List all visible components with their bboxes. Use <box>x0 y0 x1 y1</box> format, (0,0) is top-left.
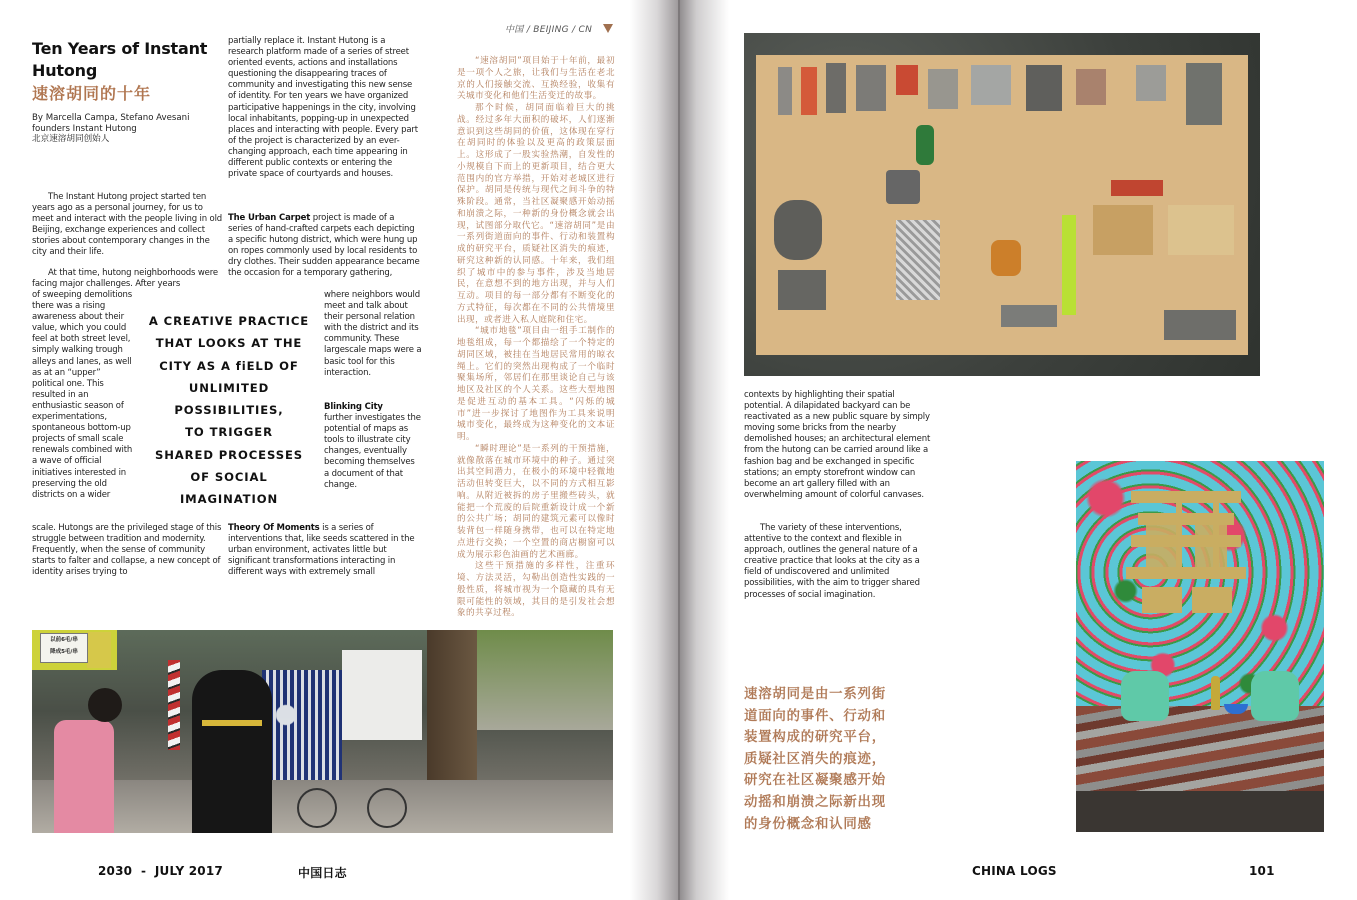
pull-quote <box>143 310 315 511</box>
soil <box>1076 791 1324 832</box>
paragraph-urban-carpet <box>228 213 420 280</box>
urban-carpet-text: project is made of a series of hand-crafted carpets each depicting a specific hutong district, which were hung up on ropes commonly used by local residents to dry clothes. Their sudden appearance became the occasion for a temporary gathering, <box>228 213 420 279</box>
stone-block <box>928 69 958 109</box>
pull-quote-line: CITY AS A fiELD OF <box>159 358 299 373</box>
orange-tile <box>991 240 1021 276</box>
pull-quote-line: UNLIMITED <box>188 380 270 395</box>
shop-sign-line: 降成5毛/串 <box>50 649 78 655</box>
cn-paragraph: “城市地毯”项目由一组手工制作的地毯组成，每一个都描绘了一个特定的胡同区域，被挂在当地居民常用的晾衣绳上。它们的突然出现构成了一个临时聚集场所，邻居们在那里谈论自己与该地区及社区的个人关系。这些大型地图是促进互动的基本工具。“闪烁的城市”进一步探讨了地图作为工具来说明城市变化，最终成为这种变化的文本证明。 <box>457 326 615 442</box>
blinking-city-lead: Blinking City <box>324 402 383 412</box>
barber-pole <box>168 660 180 750</box>
display-board <box>756 55 1248 355</box>
blinking-city-text: further investigates the potential of maps as tools to illustrate city changes, eventually becoming themselves a document of that change. <box>324 413 421 490</box>
cn-pull-quote-line: 动摇和崩溃之际新出现 <box>744 794 886 810</box>
stone-sample <box>1136 65 1166 101</box>
pull-quote-line: SHARED PROCESSES <box>154 447 304 462</box>
metal-mesh <box>896 220 940 300</box>
stone-block <box>856 65 886 111</box>
grey-brick <box>778 270 826 310</box>
pull-quote-line: THAT LOOKS AT THE <box>155 336 303 351</box>
theory-text: is a series of interventions that, like seeds scattered in the urban environment, activates little but significant transformations interacting in different ways with extremely small <box>228 523 415 578</box>
article-title: Ten Years of Instant Hutong <box>32 39 208 80</box>
cn-pull-quote-line: 装置构成的研究平台， <box>744 730 886 746</box>
byline <box>32 113 232 145</box>
trees <box>477 630 613 730</box>
carved-relief <box>774 200 822 260</box>
article-title-cn: 速溶胡同的十年 <box>32 84 152 103</box>
chinese-column <box>457 56 615 620</box>
byline-role: founders Instant Hutong <box>32 123 137 134</box>
pull-quote-line: POSSIBILITIES, <box>174 403 284 418</box>
street-photo <box>32 630 613 833</box>
spine-shadow-right <box>679 0 729 900</box>
paragraph-platform: partially replace it. Instant Hutong is a research platform made of a series of street oriented events, actions and installations questioning the disappearing traces of community and investigating this new sense of identity. For ten years we have organized participative happenings in the city, involving local inhabitants, popping-up in unexpected places and interacting with people. Every part of the project is characterized by an ever-changing approach, each time appearing in different public contexts or entering the private space of courtyards and houses. <box>228 36 418 180</box>
paragraph-intro: The Instant Hutong project started ten years ago as a personal journey, for us to meet and interact with the people living in old Beijing, exchange experiences and collect stories about contemporary changes in the city and their life. <box>32 192 223 258</box>
cn-pull-quote-line: 速溶胡同是由一系列街 <box>744 687 886 702</box>
cn-pull-quote-line: 质疑社区消失的痕迹， <box>744 751 886 767</box>
yellow-brick <box>1093 205 1153 255</box>
grey-stone <box>1164 310 1236 340</box>
grey-brick <box>826 63 846 113</box>
chinese-pull-quote <box>744 684 914 835</box>
carved-brick <box>1001 305 1057 327</box>
cn-pull-quote-line: 的身份概念和认同感 <box>744 816 872 832</box>
dark-brick <box>1026 65 1062 111</box>
location-header: 中国 / BEIJING / CN <box>505 25 593 35</box>
footer-magazine-cn: 中国日志 <box>298 866 347 880</box>
green-tile <box>916 125 934 165</box>
cn-paragraph: 那个时候，胡同面临着巨大的挑战。经过多年大面积的破坏，人们逐渐意识到这些胡同的价值，这体现在穿行在胡同时的体验以及更高的政策层面上。这形成了一股实验热潮，自发性的小规模自下而上的更新项目，结合更大范围内的官方举措，开始对老城区进行保护。胡同是传统与现代之间斗争的特殊阶段。通常，当社区凝聚感开始动摇和崩溃之际，一种新的身份概念就会出现，试图部分取代它。“速溶胡同”是由一系列街道面向的事件、行动和装置构成的研究平台，质疑社区消失的痕迹，研究这种新的认同感。十年来，我们组织了城市中的参与事件，涉及当地居民，在意想不到的地方出现，并与人们互动。项目的每一部分都有不断变化的方式特征，每次都在不同的公共情境里出现，或者进入私人庭院和住宅。 <box>457 103 615 325</box>
pull-quote-line: TO TRIGGER <box>185 425 273 440</box>
cn-pull-quote-line: 道面向的事件、行动和 <box>744 708 886 724</box>
cn-paragraph: 这些干预措施的多样性，注重环境、方法灵活，勾勒出创造性实践的一般性质，将城市视为一个隐藏的具有无限可能性的领域，其目的是引发社会想象的共享过程。 <box>457 561 615 619</box>
paragraph-variety: The variety of these interventions, attentive to the context and flexible in approach, outlines the general nature of a creative practice that looks at the city as a field of undiscovered and unlimited possibilities, with the aim to trigger shared processes of social imagination. <box>744 523 920 600</box>
byline-role-cn: 北京速溶胡同创始人 <box>32 134 110 144</box>
red-brick <box>801 67 817 115</box>
hutong-elements-photo <box>744 33 1260 376</box>
red-tile <box>896 65 918 95</box>
brick-sample <box>778 67 792 115</box>
cn-pull-quote-line: 研究在社区凝聚感开始 <box>744 773 886 789</box>
person-pink <box>54 720 114 833</box>
bicycle-wheel <box>367 788 407 828</box>
person-black-jacket <box>192 670 272 833</box>
red-brick <box>1111 180 1163 196</box>
pull-quote-line: IMAGINATION <box>179 492 279 507</box>
cn-paragraph: “速溶胡同”项目始于十年前，最初是一项个人之旅，让我们与生活在老北京的人们接触交流、互换经验，收集有关城市变化和他们生活变迁的故事。 <box>457 56 615 102</box>
paragraph-theory-of-moments <box>228 523 420 578</box>
footer-section: CHINA LOGS <box>972 864 1057 878</box>
double-happiness-installation-photo <box>1076 461 1324 832</box>
person-hair <box>88 688 122 722</box>
grey-tile <box>971 65 1011 105</box>
cn-paragraph: “瞬时理论”是一系列的干预措施，就像散落在城市环境中的种子。通过突出其空间潜力，在极小的环境中轻微地活动但转变巨大，以不同的方式相互影响。从附近被拆的房子里搬些砖头，就能把一个荒废的后院重新设计成一个新的公共广场；胡同的建筑元素可以像时装背包一样随身携带，也可以在特定地点进行交换；一个空置的商店橱窗可以成为展示彩色油画的艺术画廊。 <box>457 443 615 560</box>
spine-crease <box>678 0 680 900</box>
shop-sign <box>40 633 88 663</box>
red-sign <box>87 632 111 668</box>
spine-shadow-left <box>630 0 679 900</box>
urban-carpet-lead: The Urban Carpet <box>228 213 311 223</box>
triangle-down-icon <box>603 24 613 33</box>
grey-brick <box>1186 63 1222 125</box>
turquoise-chair <box>1121 671 1169 721</box>
paragraph-blinking-city <box>324 402 422 491</box>
footer-issue: 2030 - JULY 2017 <box>98 864 223 878</box>
bottle <box>1211 676 1220 710</box>
paragraph-contexts: contexts by highlighting their spatial potential. A dilapidated backyard can be reactivated as a new public square by simply moving some bricks from the nearby demolished houses; an architectural element from the hutong can be carried around like a fashion bag and be exchanged in specific stations; an empty storefront window can become an art gallery filled with an overwhelming amount of colorful canvases. <box>744 390 931 500</box>
clay-sample <box>1076 69 1106 105</box>
theory-lead: Theory Of Moments <box>228 523 320 533</box>
page-number: 101 <box>1249 864 1275 878</box>
carved-stone <box>886 170 920 204</box>
byline-authors: By Marcella Campa, Stefano Avesani <box>32 113 190 123</box>
paragraph-challenges-end: scale. Hutongs are the privileged stage of this struggle between tradition and modernity. Frequently, when the sense of community starts to falter and collapse, a new concept of identity arises trying to <box>32 523 222 578</box>
shop-sign-line: 以前6毛/串 <box>50 637 78 643</box>
paragraph-challenges: At that time, hutong neighborhoods were facing major challenges. After years <box>32 268 218 290</box>
pull-quote-line: A CREATIVE PRACTICE <box>148 314 310 328</box>
bicycle-wheel <box>297 788 337 828</box>
green-ruler <box>1062 215 1076 315</box>
pull-quote-line: OF SOCIAL <box>190 470 268 485</box>
paragraph-urban-carpet-narrow: where neighbors would meet and talk about their personal relation with the district and its community. These largescale maps were a basic tool for this interaction. <box>324 290 422 378</box>
paragraph-challenges-narrow: of sweeping demolitions there was a rising awareness about their value, which you could feel at both street level, simply walking trough alleys and lanes, as well as at an “upper” political one. This resulted in an enthusiastic season of experimentations, spontaneous bottom-up projects of small scale renewals combined with a wave of official initiatives interested in preserving the old districts on a wider <box>32 290 133 500</box>
white-cloth <box>342 650 422 740</box>
sand-brick <box>1168 205 1234 255</box>
jacket-stripe <box>202 720 262 726</box>
turquoise-chair <box>1251 671 1299 721</box>
